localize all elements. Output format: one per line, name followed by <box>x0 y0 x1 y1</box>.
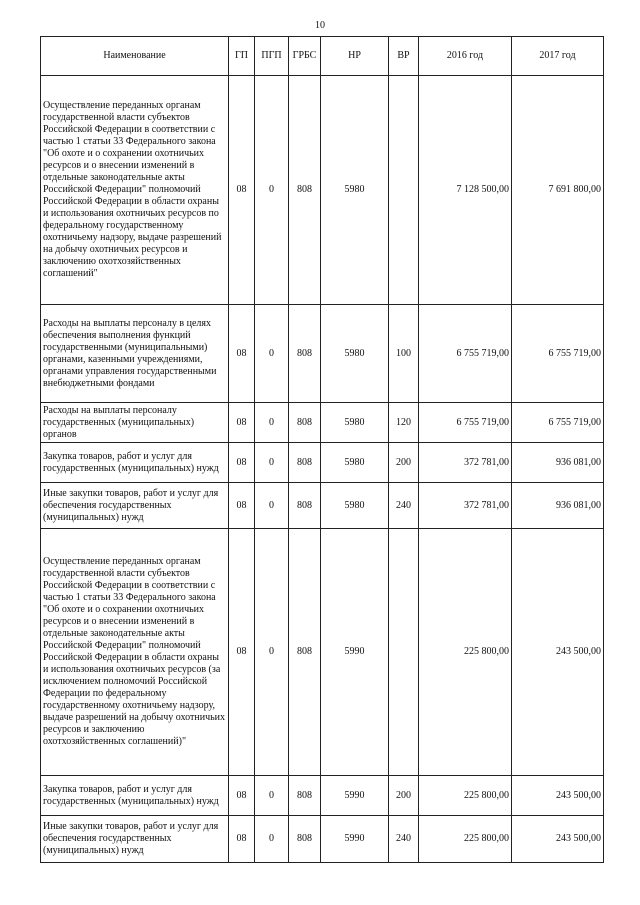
row-pgp: 0 <box>255 76 289 305</box>
row-2017: 243 500,00 <box>512 529 604 776</box>
row-2016: 6 755 719,00 <box>419 305 512 403</box>
row-vr: 120 <box>389 403 419 443</box>
row-name: Закупка товаров, работ и услуг для государственных (муниципальных) нужд <box>41 443 229 483</box>
row-2017: 936 081,00 <box>512 443 604 483</box>
row-nr: 5990 <box>321 529 389 776</box>
row-vr: 200 <box>389 443 419 483</box>
row-nr: 5980 <box>321 403 389 443</box>
table-row <box>41 816 604 863</box>
table-row <box>41 305 604 403</box>
row-pgp: 0 <box>255 776 289 816</box>
row-vr <box>389 76 419 305</box>
table-row <box>41 529 604 776</box>
row-pgp: 0 <box>255 403 289 443</box>
row-gp: 08 <box>229 816 255 863</box>
row-grbs: 808 <box>289 443 321 483</box>
header-2016: 2016 год <box>419 37 512 76</box>
row-pgp: 0 <box>255 483 289 529</box>
row-name: Иные закупки товаров, работ и услуг для обеспечения государственных (муниципальных) нужд <box>41 816 229 863</box>
row-name: Иные закупки товаров, работ и услуг для обеспечения государственных (муниципальных) нужд <box>41 483 229 529</box>
row-2017: 6 755 719,00 <box>512 305 604 403</box>
row-grbs: 808 <box>289 529 321 776</box>
row-vr: 200 <box>389 776 419 816</box>
table-row <box>41 776 604 816</box>
row-gp: 08 <box>229 776 255 816</box>
row-pgp: 0 <box>255 443 289 483</box>
row-gp: 08 <box>229 483 255 529</box>
budget-table <box>40 36 604 863</box>
row-2016: 225 800,00 <box>419 529 512 776</box>
row-vr: 240 <box>389 816 419 863</box>
row-2017: 936 081,00 <box>512 483 604 529</box>
row-nr: 5980 <box>321 305 389 403</box>
row-grbs: 808 <box>289 403 321 443</box>
row-vr <box>389 529 419 776</box>
page-number: 10 <box>315 20 325 31</box>
row-pgp: 0 <box>255 529 289 776</box>
header-vr: ВР <box>389 37 419 76</box>
row-2017: 243 500,00 <box>512 776 604 816</box>
header-name: Наименование <box>41 37 229 76</box>
table-row <box>41 443 604 483</box>
row-2016: 225 800,00 <box>419 776 512 816</box>
row-2017: 7 691 800,00 <box>512 76 604 305</box>
row-grbs: 808 <box>289 305 321 403</box>
row-2016: 7 128 500,00 <box>419 76 512 305</box>
row-grbs: 808 <box>289 776 321 816</box>
row-name: Расходы на выплаты персоналу государственных (муниципальных) органов <box>41 403 229 443</box>
table-row <box>41 76 604 305</box>
row-2016: 372 781,00 <box>419 443 512 483</box>
row-name: Закупка товаров, работ и услуг для государственных (муниципальных) нужд <box>41 776 229 816</box>
row-pgp: 0 <box>255 816 289 863</box>
row-gp: 08 <box>229 443 255 483</box>
row-grbs: 808 <box>289 483 321 529</box>
header-pgp: ПГП <box>255 37 289 76</box>
row-grbs: 808 <box>289 816 321 863</box>
row-name: Осуществление переданных органам государственной власти субъектов Российской Федерации в соответствии с частью 1 статьи 33 Федерального закона "Об охоте и о сохранении охотничьих ресурсов и о внесении изменений в отдельные законодательные акты Российской Федерации" полномочий Российской Федерации в области охраны и использования охотничьих ресурсов по федеральному государственному охотничьему надзору, выдаче разрешений на добычу охотничьих ресурсов и заключению охотхозяйственных соглашений" <box>41 76 229 305</box>
row-pgp: 0 <box>255 305 289 403</box>
row-name: Расходы на выплаты персоналу в целях обеспечения выполнения функций государственными (муниципальными) органами, казенными учреждениями, органами управления государственными внебюджетными фондами <box>41 305 229 403</box>
table-row <box>41 403 604 443</box>
table-row <box>41 483 604 529</box>
header-gp: ГП <box>229 37 255 76</box>
row-gp: 08 <box>229 529 255 776</box>
row-vr: 240 <box>389 483 419 529</box>
header-2017: 2017 год <box>512 37 604 76</box>
row-2016: 372 781,00 <box>419 483 512 529</box>
row-nr: 5980 <box>321 76 389 305</box>
row-nr: 5980 <box>321 443 389 483</box>
row-nr: 5990 <box>321 816 389 863</box>
header-grbs: ГРБС <box>289 37 321 76</box>
row-nr: 5990 <box>321 776 389 816</box>
row-nr: 5980 <box>321 483 389 529</box>
row-grbs: 808 <box>289 76 321 305</box>
row-2017: 6 755 719,00 <box>512 403 604 443</box>
row-vr: 100 <box>389 305 419 403</box>
row-gp: 08 <box>229 76 255 305</box>
header-nr: НР <box>321 37 389 76</box>
row-name: Осуществление переданных органам государственной власти субъектов Российской Федерации в соответствии с частью 1 статьи 33 Федерального закона "Об охоте и о сохранении охотничьих ресурсов и о внесении изменений в отдельные законодательные акты Российской Федерации" полномочий Российской Федерации в области охраны и использования охотничьих ресурсов (за исключением полномочий Российской Федерации по федеральному государственному охотничьему надзору, выдаче разрешений на добычу охотничьих ресурсов и заключению охотхозяйственных соглашений)" <box>41 529 229 776</box>
row-gp: 08 <box>229 305 255 403</box>
table-header-row <box>41 37 604 76</box>
row-2016: 225 800,00 <box>419 816 512 863</box>
row-2016: 6 755 719,00 <box>419 403 512 443</box>
row-2017: 243 500,00 <box>512 816 604 863</box>
row-gp: 08 <box>229 403 255 443</box>
